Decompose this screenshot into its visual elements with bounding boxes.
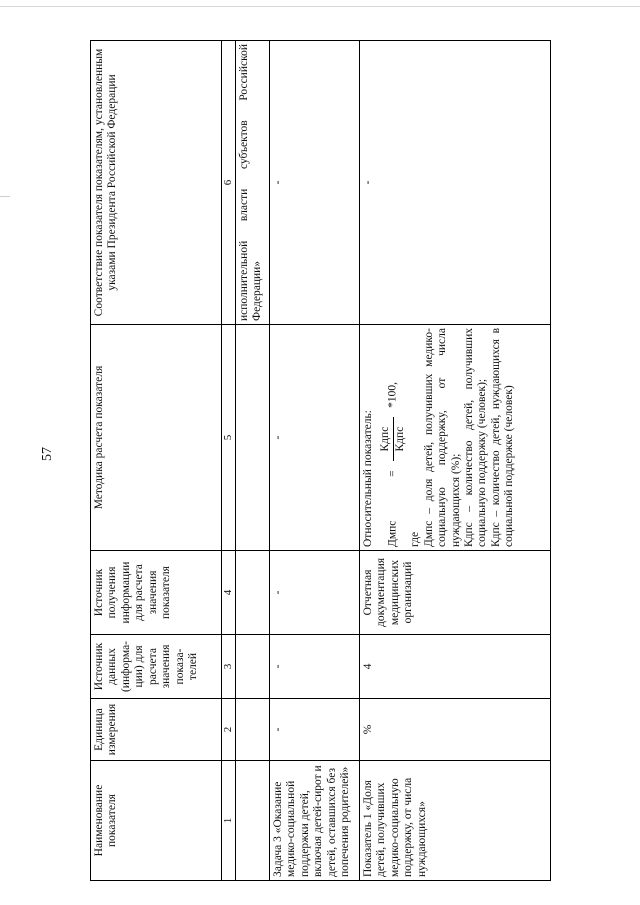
formula-numerator: Кдпс [379,417,393,462]
formula-lhs: Дмпс [386,520,399,547]
column-number: 1 [222,761,236,881]
formula-eq: = [386,470,399,477]
indicator-source-data: 4 [359,635,550,699]
continuation-cell-empty [235,551,269,635]
continuation-cell-empty [235,761,269,881]
header-unit: Единица измерения [91,699,222,761]
header-source-data: Источник данных (информа-ции) для расчета значения показа-телей [91,635,222,699]
table-header-row [91,41,222,881]
indicator-method [359,325,550,551]
column-number: 6 [222,41,236,325]
indicator-unit: % [359,699,550,761]
indicator-row [359,41,550,881]
indicator-name: Показатель 1 «Доля детей, получивших медико-социальную поддержку, от числа нуждающихся» [359,761,550,881]
rotated-table-wrapper [90,41,586,881]
column-number: 3 [222,635,236,699]
method-formula [379,328,407,547]
indicator-table [90,40,551,881]
task-name: Задача 3 «Оказание медико-социальной поддержки детей, включая детей-сирот и детей, оставшихся без попечения родителей» [269,761,359,881]
method-definition: Кдпс – количество детей, получивших социальную поддержку (человек); [463,328,489,547]
formula-fraction [379,417,407,462]
column-number: 5 [222,325,236,551]
page-number: 57 [40,447,55,461]
column-number: 2 [222,699,236,761]
method-definition: Дмпс – доля детей, получивших медико-социальную поддержку, от числа нуждающихся (%); [422,328,462,547]
formula-denominator: Кдпс [393,426,406,452]
continuation-cell-empty [235,699,269,761]
task-compliance: - [269,41,359,325]
method-intro: Относительный показатель: [361,410,374,547]
method-where: где [409,531,422,547]
formula-multiplier: *100, [386,381,399,408]
continuation-cell-empty [235,635,269,699]
task-method: - [269,325,359,551]
task-row [269,41,359,881]
continuation-compliance: исполнительной власти субъектов Российской Федерации» [235,41,269,325]
scan-edge-mark [0,196,10,197]
scan-edge-top [0,6,640,7]
task-source-data: - [269,635,359,699]
column-number: 4 [222,551,236,635]
task-source-info: - [269,551,359,635]
continuation-row [235,41,269,881]
column-number-row [222,41,236,881]
task-unit: - [269,699,359,761]
header-compliance: Соответствие показателя показателям, установленным указами Президента Российской Федерации [91,41,222,325]
continuation-cell-empty [235,325,269,551]
header-source-info: Источник получения информации для расчета значения показателя [91,551,222,635]
indicator-source-info: Отчетная документация медицинских организаций [359,551,550,635]
method-definition: Кдпс – количество детей, нуждающихся в социальной поддержке (человек) [489,328,516,547]
header-name: Наименование показателя [91,761,222,881]
indicator-compliance: - [359,41,550,325]
header-method: Методика расчета показателя [91,325,222,551]
